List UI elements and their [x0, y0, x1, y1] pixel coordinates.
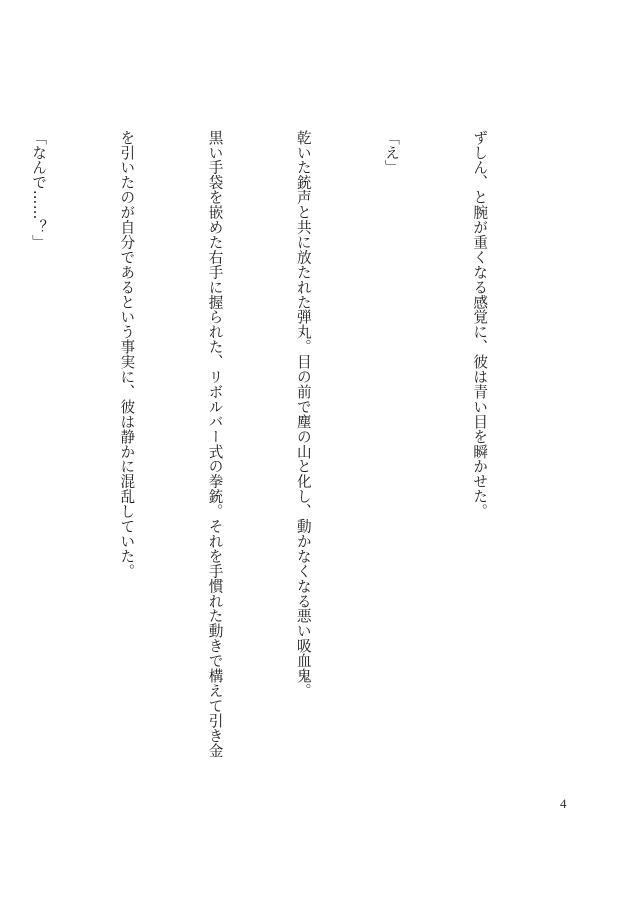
text-line: 乾いた銃声と共に放たれた弾丸。目の前で塵の山と化し、動かなくなる悪い吸血鬼。	[294, 130, 312, 699]
text-line: 「なんで……？」	[30, 130, 48, 250]
page-number: 4	[560, 796, 567, 811]
text-line: 黒い手袋を嵌めた右手に握られた、リボルバー式の拳銃。それを手慣れた動きで構えて引き金	[206, 130, 224, 758]
text-line: 「え」	[382, 130, 400, 175]
novel-text-column-block	[0, 130, 553, 780]
text-line: を引いたのが自分であるという事実に、彼は静かに混乱していた。	[118, 130, 136, 579]
text-line: ずしん、と腕が重くなる感覚に、彼は青い目を瞬かせた。	[471, 130, 489, 519]
